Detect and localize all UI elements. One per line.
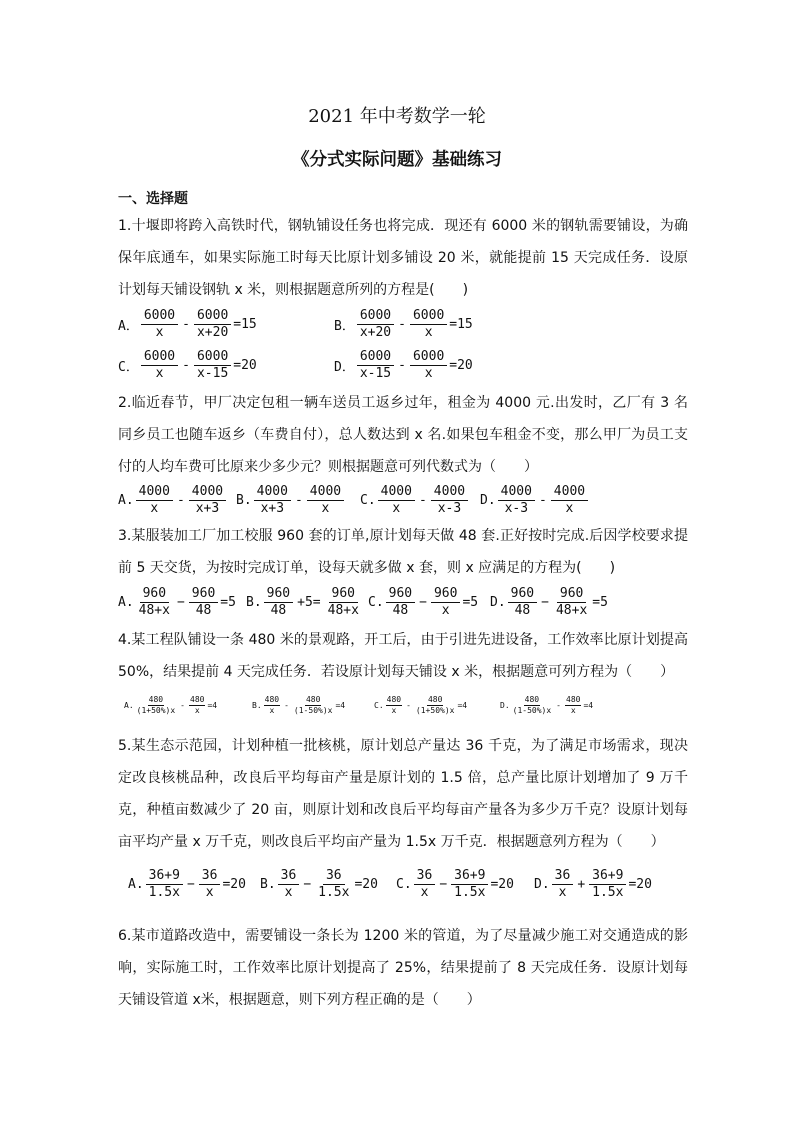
q1-option-a[interactable]	[118, 308, 257, 341]
numerator: 960	[329, 586, 358, 603]
numerator: 6000	[141, 349, 178, 366]
numerator: 480	[190, 695, 205, 704]
denominator: 48+x	[327, 603, 359, 618]
operator: -	[182, 358, 190, 373]
equation-rhs: =20	[628, 877, 652, 892]
equation-rhs: =5	[592, 595, 608, 610]
operator: +	[577, 877, 586, 892]
denominator: x-15	[359, 366, 392, 381]
numerator: 4000	[551, 484, 588, 501]
numerator: 960	[264, 586, 293, 603]
option-label: B．	[334, 319, 355, 334]
operator: −	[439, 877, 448, 892]
q4-option-c[interactable]	[374, 695, 467, 716]
numerator: 960	[386, 586, 415, 603]
denominator: x	[441, 603, 450, 618]
equation-rhs: =20	[354, 877, 378, 892]
denominator: x	[391, 706, 397, 715]
q4-option-b[interactable]	[252, 695, 345, 716]
denominator: x	[194, 706, 200, 715]
denominator: x	[392, 501, 401, 516]
numerator: 36	[552, 868, 574, 885]
question-4-text: 4.某工程队铺设一条 480 米的景观路，开工后，由于引进先进设备，工作效率比原计划提高 50%，结果提前 4 天完成任务．若设原计划每天铺设 x 米，根据题意可列方程为（ ）	[118, 632, 688, 680]
equation-rhs: =20	[233, 358, 257, 373]
page-title: 2021 年中考数学一轮	[308, 106, 486, 127]
option-label: A.	[118, 595, 134, 610]
denominator: x	[284, 885, 293, 900]
option-label: A.	[118, 493, 134, 508]
q4-option-d[interactable]	[500, 695, 593, 716]
option-label: C.	[368, 595, 384, 610]
numerator: 4000	[378, 484, 415, 501]
operator: −	[186, 877, 195, 892]
denominator: x+3	[260, 501, 285, 516]
denominator: x-3	[437, 501, 462, 516]
denominator: x	[205, 885, 214, 900]
operator: -	[398, 358, 406, 373]
numerator: 4000	[136, 484, 173, 501]
operator: -	[398, 317, 406, 332]
option-label: D.	[480, 493, 496, 508]
numerator: 480	[524, 695, 540, 704]
equation-rhs: =5	[462, 595, 479, 610]
operator: −	[176, 595, 185, 610]
section-heading: 一、选择题	[118, 191, 188, 207]
numerator: 36+9	[589, 868, 626, 885]
denominator: 48+x	[138, 603, 170, 618]
option-label: A.	[128, 877, 144, 892]
numerator: 36	[323, 868, 345, 885]
q1-option-b[interactable]	[334, 308, 473, 341]
equation-rhs: =4	[207, 701, 218, 710]
equation-rhs: =20	[222, 877, 246, 892]
q5-option-d[interactable]	[534, 868, 652, 901]
option-label: B.	[252, 701, 262, 710]
page-subtitle: 《分式实际问题》基础练习	[292, 150, 502, 170]
numerator: 6000	[410, 349, 447, 366]
operator: -	[182, 317, 190, 332]
option-label: A.	[124, 701, 134, 710]
q2-option-d[interactable]	[480, 484, 590, 517]
question-5-text: 5.某生态示范园，计划种植一批核桃，原计划总产量达 36 千克，为了满足市场需求，现决定改良核桃品种，改良后平均每亩产量是原计划的 1.5 倍，总产量比原计划增加了 9 万千克，种植亩数减少了 20 亩，则原计划和改良后平均每亩产量各为多少万千克？设原计划每亩平均产量 x 万千克，则改良后平均亩产量为 1.5x 万千克．根据题意列方程为（ ）	[118, 738, 688, 850]
q1-option-c[interactable]	[118, 349, 257, 382]
option-label: C.	[374, 701, 384, 710]
equation-rhs: =20	[449, 358, 473, 373]
q3-option-c[interactable]	[368, 586, 478, 619]
operator: -	[176, 493, 185, 508]
equation-rhs: =4	[335, 701, 346, 710]
denominator: 48	[392, 603, 409, 618]
denominator: x+3	[195, 501, 220, 516]
denominator: (1+50%)x	[136, 706, 176, 715]
numerator: 960	[508, 586, 537, 603]
denominator: x	[269, 706, 275, 715]
option-label: C．	[118, 360, 139, 375]
numerator: 960	[431, 586, 460, 603]
numerator: 4000	[189, 484, 226, 501]
denominator: x-15	[196, 366, 229, 381]
numerator: 36+9	[451, 868, 488, 885]
operator: -	[418, 493, 427, 508]
numerator: 6000	[357, 349, 394, 366]
denominator: 1.5x	[592, 885, 624, 900]
numerator: 6000	[141, 308, 178, 325]
operator: -	[284, 701, 289, 710]
operator: -	[556, 701, 561, 710]
q2-option-c[interactable]	[360, 484, 470, 517]
operator: -	[538, 493, 547, 508]
numerator: 36	[278, 868, 300, 885]
equation-rhs: =15	[449, 317, 473, 332]
denominator: 1.5x	[148, 885, 180, 900]
denominator: x	[420, 885, 429, 900]
question-2-text: 2.临近春节，甲厂决定包租一辆车送员工返乡过年，租金为 4000 元.出发时，乙厂有 3 名同乡员工也随车返乡（车费自付），总人数达到 x 名.如果包车租金不变，那么甲厂为员工支付的人均车费可比原来少多少元？则根据题意可列代数式为（ ）	[118, 395, 688, 475]
denominator: 1.5x	[454, 885, 486, 900]
numerator: 480	[566, 695, 581, 704]
operator: -	[294, 493, 303, 508]
operator: −	[541, 595, 549, 610]
numerator: 960	[557, 586, 586, 603]
denominator: x	[558, 885, 567, 900]
equation-rhs: =20	[490, 877, 514, 892]
operator: −	[303, 877, 312, 892]
denominator: x	[155, 366, 164, 381]
denominator: x	[155, 325, 164, 340]
q3-option-d[interactable]	[490, 586, 608, 619]
numerator: 4000	[498, 484, 535, 501]
denominator: x	[321, 501, 330, 516]
denominator: (1-50%)x	[293, 706, 333, 715]
q5-option-a[interactable]	[128, 868, 246, 901]
option-label: B.	[236, 493, 252, 508]
equation-rhs: =15	[233, 317, 257, 332]
numerator: 480	[386, 695, 402, 704]
equation-rhs: =4	[457, 701, 468, 710]
option-label: D.	[490, 595, 506, 610]
denominator: x	[570, 706, 576, 715]
numerator: 4000	[254, 484, 291, 501]
denominator: x-3	[504, 501, 529, 516]
q2-option-b[interactable]	[236, 484, 346, 517]
denominator: 48+x	[555, 603, 588, 618]
option-label: C.	[396, 877, 412, 892]
denominator: x	[565, 501, 574, 516]
denominator: x+20	[196, 325, 229, 340]
denominator: 48	[270, 603, 287, 618]
numerator: 480	[148, 695, 164, 704]
equation-rhs: =4	[583, 701, 594, 710]
option-label: D．	[334, 360, 355, 375]
operator: +5=	[297, 595, 321, 610]
numerator: 480	[305, 695, 321, 704]
denominator: 1.5x	[318, 885, 350, 900]
option-label: C.	[360, 493, 376, 508]
question-1-text: 1.十堰即将跨入高铁时代，钢轨铺设任务也将完成．现还有 6000 米的钢轨需要铺设，为确保年底通车，如果实际施工时每天比原计划多铺设 20 米，就能提前 15 天完成任务．设原计划每天铺设钢轨 x 米，则根据题意所列的方程是( )	[118, 218, 688, 298]
denominator: x	[150, 501, 159, 516]
option-label: B.	[246, 595, 262, 610]
question-3-text: 3.某服装加工厂加工校服 960 套的订单,原计划每天做 48 套.正好按时完成.后因学校要求提前 5 天交货，为按时完成订单，设每天就多做 x 套，则 x 应满足的方程为( )	[118, 528, 688, 576]
numerator: 480	[264, 695, 280, 704]
numerator: 4000	[307, 484, 344, 501]
operator: −	[419, 595, 427, 610]
numerator: 36+9	[146, 868, 183, 885]
denominator: 48	[514, 603, 531, 618]
operator: -	[180, 701, 185, 710]
numerator: 6000	[357, 308, 394, 325]
equation-rhs: =5	[220, 595, 236, 610]
q5-option-b[interactable]	[260, 868, 378, 901]
q1-option-d[interactable]	[334, 349, 473, 382]
option-label: D.	[534, 877, 550, 892]
option-label: D.	[500, 701, 510, 710]
numerator: 36	[414, 868, 436, 885]
denominator: 48	[195, 603, 212, 618]
denominator: x	[424, 366, 433, 381]
numerator: 960	[140, 586, 169, 603]
denominator: (1-50%)x	[512, 706, 552, 715]
numerator: 6000	[194, 349, 231, 366]
denominator: x+20	[359, 325, 392, 340]
q4-option-a[interactable]	[124, 695, 217, 716]
numerator: 6000	[410, 308, 447, 325]
q3-option-a[interactable]	[118, 586, 236, 619]
q2-option-a[interactable]	[118, 484, 228, 517]
denominator: x	[424, 325, 433, 340]
numerator: 480	[427, 695, 443, 704]
numerator: 6000	[194, 308, 231, 325]
denominator: (1+50%)x	[415, 706, 455, 715]
numerator: 4000	[431, 484, 468, 501]
q3-option-b[interactable]	[246, 586, 364, 619]
option-label: B.	[260, 877, 276, 892]
numerator: 36	[199, 868, 221, 885]
q5-option-c[interactable]	[396, 868, 514, 901]
numerator: 960	[189, 586, 218, 603]
option-label: A．	[118, 319, 139, 334]
question-6-text: 6.某市道路改造中，需要铺设一条长为 1200 米的管道，为了尽量减少施工对交通造成的影响，实际施工时，工作效率比原计划提高了 25%，结果提前了 8 天完成任务．设原计划每天铺设管道 x米，根据题意，则下列方程正确的是（ ）	[118, 928, 688, 1008]
operator: -	[406, 701, 411, 710]
